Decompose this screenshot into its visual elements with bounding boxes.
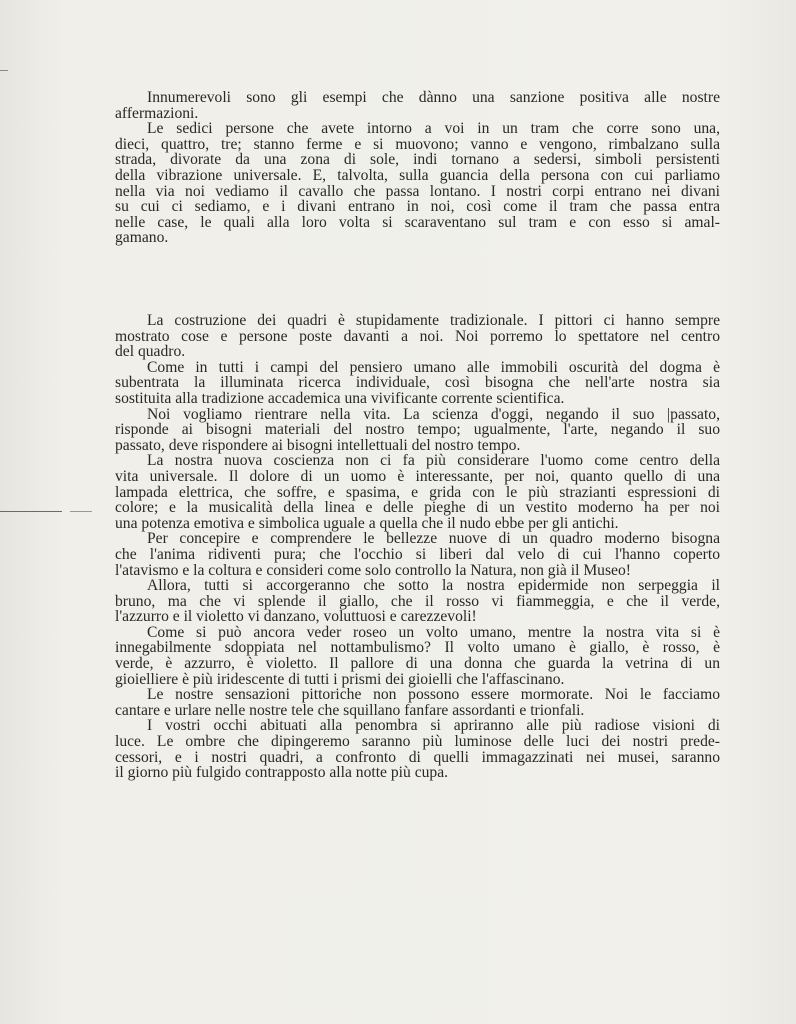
paragraph xyxy=(115,312,720,359)
paragraph xyxy=(115,118,720,247)
text-line: della vibrazione universale. E, talvolta, sulla guancia della persona con cui parliamo xyxy=(115,166,720,184)
text-line: vita universale. Il dolore di un uomo è interessante, per noi, quanto quello di una xyxy=(115,467,720,485)
fold-mark xyxy=(0,511,62,512)
text-line: cantare e urlare nelle nostre tele che squillano fanfare assordanti e trionfali. xyxy=(115,701,585,719)
text-line: colore; e la musicalità della linea e delle pieghe di un vestito moderno ha per noi xyxy=(115,499,720,517)
text-line: l'azzurro e il violetto vi danzano, voluttuosi e carezzevoli! xyxy=(115,608,477,626)
text-line: luce. Le ombre che dipingeremo saranno più luminose delle luci dei nostri prede- xyxy=(115,733,720,751)
edge-mark xyxy=(0,70,8,71)
text-line: bruno, ma che vi splende il giallo, che il rosso vi fiammeggia, e che il verde, xyxy=(115,592,720,610)
text-line: Allora, tutti si accorgeranno che sotto la nostra epidermide non serpeggia il xyxy=(147,577,720,595)
text-line: I vostri occhi abituati alla penombra si apriranno alle più radiose visioni di xyxy=(147,717,720,735)
text-line: nella via noi vediamo il cavallo che passa lontano. I nostri corpi entrano nei divani xyxy=(115,182,720,200)
text-line: su cui ci sediamo, e i divani entrano in noi, così come il tram che passa entra xyxy=(115,198,720,216)
text-line: il giorno più fulgido contrapposto alla notte più cupa. xyxy=(115,764,449,782)
paragraph xyxy=(115,577,720,624)
paragraph xyxy=(115,359,720,406)
text-line: lampada elettrica, che soffre, e spasima, e grida con le più strazianti espressioni di xyxy=(115,483,720,501)
text-line: Noi vogliamo rientrare nella vita. La scienza d'oggi, negando il suo |passato, xyxy=(147,405,720,423)
text-line: subentrata la illuminata ricerca individuale, così bisogna che nell'arte nostra sia xyxy=(115,374,720,392)
paragraph xyxy=(115,717,720,782)
text-section-2 xyxy=(115,312,720,780)
text-line: innegabilmente sdoppiata nel nottambulismo? Il volto umano è giallo, è rosso, è xyxy=(115,639,720,657)
text-line: sostituita alla tradizione accademica una vivificante corrente scientifica. xyxy=(115,389,565,407)
paragraph xyxy=(115,87,720,122)
text-line: che l'anima ridiventi pura; che l'occhio si liberi dal velo di cui l'hanno coperto xyxy=(115,545,720,563)
text-line: Innumerevoli sono gli esempi che dànno una sanzione positiva alle nostre xyxy=(147,89,720,106)
paragraph xyxy=(115,406,720,453)
text-line: affermazioni. xyxy=(115,104,199,122)
text-section-1 xyxy=(115,87,720,247)
text-line: Come in tutti i campi del pensiero umano alle immobili oscurità del dogma è xyxy=(147,358,720,376)
text-line: Come si può ancora veder roseo un volto umano, mentre la nostra vita si è xyxy=(147,623,720,641)
text-line: gamano. xyxy=(115,229,169,247)
text-line: gioielliere è più iridescente di tutti i prismi dei gioielli che l'affascinano. xyxy=(115,670,565,688)
text-line: verde, è azzurro, è violetto. Il pallore di una donna che guarda la vetrina di un xyxy=(115,655,720,673)
text-line: del quadro. xyxy=(115,343,186,361)
text-line: dieci, quattro, tre; stanno ferme e si muovono; vanno e vengono, rimbalzano sulla xyxy=(115,135,720,153)
text-line: Le nostre sensazioni pittoriche non possono essere mormorate. Noi le facciamo xyxy=(147,686,720,704)
text-line: l'atavismo e la coltura e consideri come solo controllo la Natura, non già il Museo! xyxy=(115,561,631,579)
text-line: Per concepire e comprendere le bellezze nuove di un quadro moderno bisogna xyxy=(147,530,720,548)
paragraph xyxy=(115,686,720,717)
text-line: nelle case, le quali alla loro volta si scaraventano sul tram e con esso si amal- xyxy=(115,213,720,231)
text-line: strada, divorate da una zona di sole, indi tornano a sedersi, simboli persistenti xyxy=(115,151,720,169)
paragraph xyxy=(115,452,720,530)
paragraph xyxy=(115,530,720,577)
text-line: passato, deve rispondere ai bisogni intellettuali del nostro tempo. xyxy=(115,436,521,454)
text-line: Le sedici persone che avete intorno a voi in un tram che corre sono una, xyxy=(147,120,720,138)
text-line: una potenza emotiva e simbolica uguale a quella che il nudo ebbe per gli antichi. xyxy=(115,514,619,532)
text-line: La nostra nuova coscienza non ci fa più considerare l'uomo come centro della xyxy=(147,452,720,470)
text-line: risponde ai bisogni materiali del nostro tempo; ugualmente, l'arte, negando il suo xyxy=(115,421,720,439)
fold-mark xyxy=(70,511,92,512)
text-line: mostrato cose e persone poste davanti a noi. Noi porremo lo spettatore nel centro xyxy=(115,327,720,345)
paragraph xyxy=(115,624,720,686)
text-line: La costruzione dei quadri è stupidamente tradizionale. I pittori ci hanno sempre xyxy=(147,312,720,329)
text-line: cessori, e i nostri quadri, a confronto di quelli immagazzinati nei musei, saranno xyxy=(115,748,720,766)
